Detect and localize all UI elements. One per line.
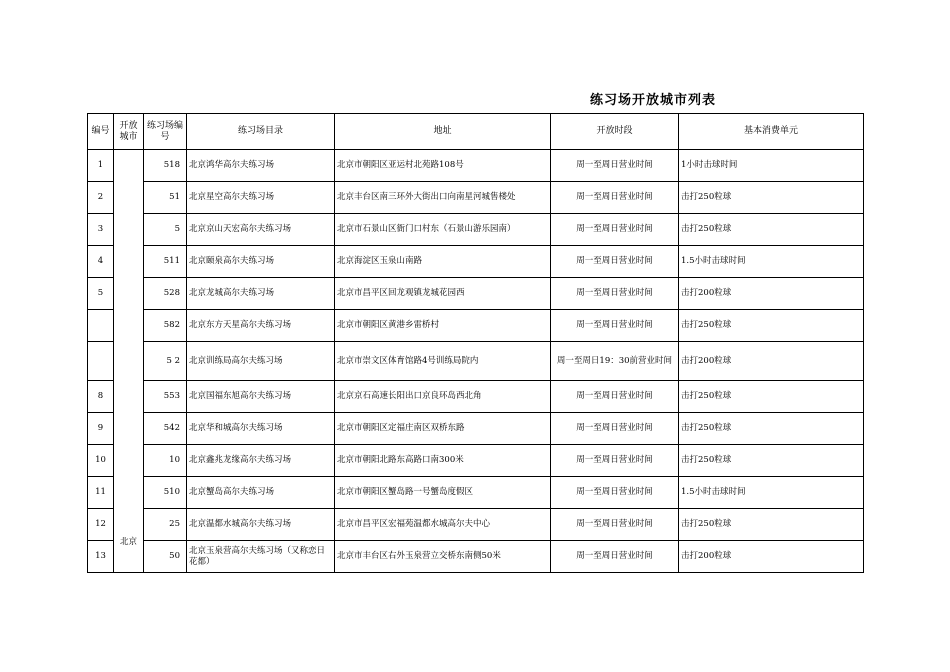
table-row [88, 541, 864, 573]
row-address: 北京市石景山区衙门口村东（石景山游乐园南） [335, 214, 551, 246]
row-num: 3 [88, 214, 114, 246]
header-address: 地址 [335, 114, 551, 150]
table-row [88, 509, 864, 541]
row-fee: 1.5小时击球时间 [679, 477, 864, 509]
row-num: 2 [88, 182, 114, 214]
row-fee: 击打250粒球 [679, 310, 864, 342]
row-name: 北京鸿华高尔夫练习场 [187, 150, 335, 182]
table-row [88, 445, 864, 477]
row-address: 北京京石高速长阳出口京良环岛西北角 [335, 381, 551, 413]
row-num: 8 [88, 381, 114, 413]
row-address: 北京海淀区玉泉山南路 [335, 246, 551, 278]
row-name: 北京京山天宏高尔夫练习场 [187, 214, 335, 246]
row-num: 12 [88, 509, 114, 541]
row-address: 北京丰台区南三环外大街出口向南星河城售楼处 [335, 182, 551, 214]
row-num: 11 [88, 477, 114, 509]
row-code: 542 [144, 413, 187, 445]
row-hours: 周一至周日营业时间 [551, 246, 679, 278]
row-hours: 周一至周日营业时间 [551, 477, 679, 509]
row-hours: 周一至周日营业时间 [551, 413, 679, 445]
table-row [88, 278, 864, 310]
table-row [88, 310, 864, 342]
table-row [88, 381, 864, 413]
row-fee: 击打200粒球 [679, 541, 864, 573]
row-num: 13 [88, 541, 114, 573]
table-row [88, 214, 864, 246]
row-name: 北京龙城高尔夫练习场 [187, 278, 335, 310]
table-row [88, 413, 864, 445]
row-address: 北京市朝阳北路东高路口南300米 [335, 445, 551, 477]
row-address: 北京市昌平区宏福苑温都水城高尔夫中心 [335, 509, 551, 541]
row-code: 582 [144, 310, 187, 342]
row-code: 51 [144, 182, 187, 214]
header-hours: 开放时段 [551, 114, 679, 150]
city-cell: 北京 [114, 150, 144, 573]
row-code: 25 [144, 509, 187, 541]
row-address: 北京市昌平区回龙观镇龙城花园西 [335, 278, 551, 310]
row-hours: 周一至周日营业时间 [551, 278, 679, 310]
table-row [88, 477, 864, 509]
row-num: 4 [88, 246, 114, 278]
row-name: 北京鑫兆龙缘高尔夫练习场 [187, 445, 335, 477]
table-row [88, 342, 864, 381]
header-num: 编号 [88, 114, 114, 150]
row-hours: 周一至周日营业时间 [551, 150, 679, 182]
row-name: 北京星空高尔夫练习场 [187, 182, 335, 214]
header-row [88, 114, 864, 150]
row-name: 北京训练局高尔夫练习场 [187, 342, 335, 381]
header-fee: 基本消费单元 [679, 114, 864, 150]
row-fee: 击打250粒球 [679, 214, 864, 246]
row-fee: 击打250粒球 [679, 182, 864, 214]
row-address: 北京市朝阳区蟹岛路一号蟹岛度假区 [335, 477, 551, 509]
row-address: 北京市朝阳区定福庄南区双桥东路 [335, 413, 551, 445]
row-hours: 周一至周日营业时间 [551, 541, 679, 573]
row-hours: 周一至周日营业时间 [551, 310, 679, 342]
row-name: 北京颐泉高尔夫练习场 [187, 246, 335, 278]
header-city: 开放城市 [114, 114, 144, 150]
row-name: 北京东方天星高尔夫练习场 [187, 310, 335, 342]
row-fee: 1小时击球时间 [679, 150, 864, 182]
row-num: 10 [88, 445, 114, 477]
row-num: 9 [88, 413, 114, 445]
row-name: 北京华和城高尔夫练习场 [187, 413, 335, 445]
row-code: 511 [144, 246, 187, 278]
row-hours: 周一至周日19：30前营业时间 [551, 342, 679, 381]
row-address: 北京市朝阳区亚运村北苑路108号 [335, 150, 551, 182]
table-row [88, 246, 864, 278]
row-num: 1 [88, 150, 114, 182]
row-code: 5 2 [144, 342, 187, 381]
row-num: 5 [88, 278, 114, 310]
row-address: 北京市崇文区体育馆路4号训练局院内 [335, 342, 551, 381]
row-hours: 周一至周日营业时间 [551, 214, 679, 246]
row-code: 518 [144, 150, 187, 182]
table-row [88, 150, 864, 182]
row-fee: 击打200粒球 [679, 278, 864, 310]
row-code: 50 [144, 541, 187, 573]
row-hours: 周一至周日营业时间 [551, 381, 679, 413]
header-code: 练习场编号 [144, 114, 187, 150]
row-code: 528 [144, 278, 187, 310]
row-hours: 周一至周日营业时间 [551, 445, 679, 477]
row-fee: 击打250粒球 [679, 445, 864, 477]
row-hours: 周一至周日营业时间 [551, 182, 679, 214]
row-code: 553 [144, 381, 187, 413]
row-hours: 周一至周日营业时间 [551, 509, 679, 541]
row-name: 北京蟹岛高尔夫练习场 [187, 477, 335, 509]
row-code: 510 [144, 477, 187, 509]
header-name: 练习场目录 [187, 114, 335, 150]
row-fee: 击打250粒球 [679, 381, 864, 413]
row-name: 北京温都水城高尔夫练习场 [187, 509, 335, 541]
row-fee: 1.5小时击球时间 [679, 246, 864, 278]
row-num [88, 310, 114, 342]
row-name: 北京国福东旭高尔夫练习场 [187, 381, 335, 413]
table-row [88, 182, 864, 214]
row-address: 北京市朝阳区黄港乡雷桥村 [335, 310, 551, 342]
row-code: 10 [144, 445, 187, 477]
page-title: 练习场开放城市列表 [590, 93, 717, 108]
row-fee: 击打250粒球 [679, 509, 864, 541]
city-list-table [87, 113, 864, 573]
row-fee: 击打250粒球 [679, 413, 864, 445]
row-code: 5 [144, 214, 187, 246]
row-fee: 击打200粒球 [679, 342, 864, 381]
row-address: 北京市丰台区右外玉泉营立交桥东南侧50米 [335, 541, 551, 573]
row-num [88, 342, 114, 381]
row-name: 北京玉泉营高尔夫练习场（又称恋日花都） [187, 541, 335, 573]
